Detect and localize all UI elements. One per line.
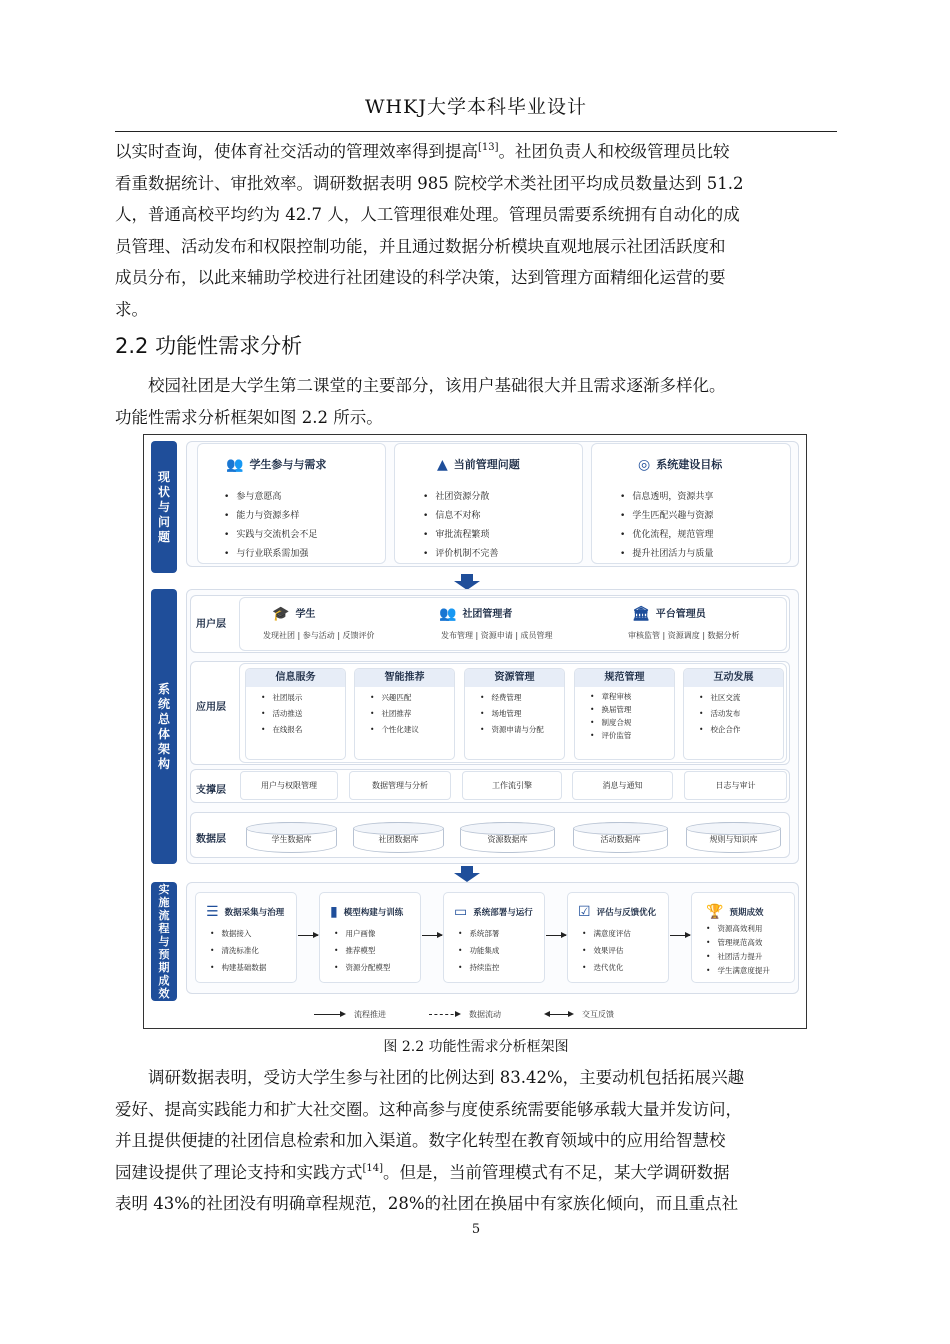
text-line: 求。 (115, 299, 148, 319)
box-title: 系统建设目标 (656, 458, 723, 471)
list-item: • 经费管理 (480, 690, 544, 706)
module-title: 信息服务 (246, 669, 345, 687)
legend-arrowhead (340, 1011, 346, 1017)
flow-arrow (422, 935, 442, 936)
layer-label-app: 应用层 (196, 702, 226, 713)
list-item: • 审批流程繁琐 (423, 526, 498, 545)
role-title: 社团管理者 (462, 609, 513, 620)
module-title: 互动发展 (684, 669, 783, 687)
role-desc: 发布管理 | 资源申请 | 成员管理 (441, 631, 553, 640)
list-item: • 在线报名 (261, 722, 302, 738)
list-item: • 资源高效利用 (706, 922, 770, 936)
bullet-list (699, 690, 740, 738)
app-module (245, 668, 346, 760)
layer-label-user: 用户层 (196, 619, 226, 630)
list-item: • 资源申请与分配 (480, 722, 544, 738)
citation: [13] (478, 142, 499, 153)
figure-caption: 图 2.2 功能性需求分析框架图 (383, 1039, 569, 1055)
tab-architecture: 系统总体架构 (151, 589, 177, 864)
text-line: 爱好、提高实践能力和扩大社交圈。这种高参与度使系统需要能够承载大量并发访问， (115, 1099, 742, 1119)
list-item: • 功能集成 (458, 942, 499, 959)
list-item: • 评价监管 (590, 729, 631, 742)
list-item: • 社团推荐 (370, 706, 419, 722)
page-number: 5 (471, 1222, 481, 1237)
flow-arrow (546, 935, 566, 936)
legend-label: 流程推进 (354, 1010, 386, 1019)
bullet-list (582, 925, 631, 976)
list-item: • 资源分配模型 (334, 959, 390, 976)
step-title: 模型构建与训练 (343, 908, 404, 918)
bullet-list (620, 488, 713, 564)
list-item: • 用户画像 (334, 925, 390, 942)
bullet-list (334, 925, 390, 976)
target-icon: ◎ (638, 457, 651, 473)
bullet-list (224, 488, 317, 564)
page-header: WHKJ大学本科毕业设计 (365, 96, 587, 118)
list-item: • 提升社团活力与质量 (620, 545, 713, 564)
module-title: 智能推荐 (355, 669, 454, 687)
flow-step (691, 892, 795, 983)
box-title: 学生参与与需求 (249, 458, 327, 471)
trophy-icon: 🏆 (706, 904, 724, 920)
list-item: • 推荐模型 (334, 942, 390, 959)
list-item: • 优化流程，规范管理 (620, 526, 713, 545)
box-title: 当前管理问题 (453, 458, 520, 471)
layer-label-data: 数据层 (196, 834, 226, 845)
database-cylinder: 学生数据库 (246, 822, 337, 853)
monitor-icon: ▭ (454, 904, 468, 920)
list-item: • 能力与资源多样 (224, 507, 317, 526)
text-line: 表明 43%的社团没有明确章程规范，28%的社团在换届中有家族化倾向，而且重点社 (115, 1194, 739, 1213)
list-item: • 评价机制不完善 (423, 545, 498, 564)
step-title: 数据采集与治理 (224, 908, 285, 918)
list-item: • 信息透明，资源共享 (620, 488, 713, 507)
module-title: 规范管理 (575, 669, 674, 687)
text-line: 看重数据统计、审批效率。调研数据表明 985 院校学术类社团平均成员数量达到 51.2 (115, 173, 744, 193)
building-icon: 🏛 (632, 606, 650, 622)
bullet-list (590, 690, 631, 742)
list-item: • 活动推送 (261, 706, 302, 722)
list-item: • 社区交流 (699, 690, 740, 706)
legend-arrowhead (455, 1011, 461, 1017)
status-box (394, 443, 583, 564)
flow-step (443, 892, 545, 983)
legend-label: 数据流动 (469, 1010, 501, 1019)
step-title: 系统部署与运行 (473, 908, 533, 918)
database-icon: ☰ (206, 904, 219, 920)
list-item: • 场地管理 (480, 706, 544, 722)
text-line: 并且提供便捷的社团信息检索和加入渠道。数字化转型在教育领域中的应用给智慧校 (115, 1131, 726, 1150)
text-line: 以实时查询，使体育社交活动的管理效率得到提高[13]。社团负责人和校级管理员比较 (115, 142, 730, 161)
app-module (574, 668, 675, 760)
list-item: • 社团资源分散 (423, 488, 498, 507)
list-item: • 效果评估 (582, 942, 631, 959)
text-line: 园建设提供了理论支持和实践方式[14]。但是，当前管理模式有不足，某大学调研数据 (115, 1162, 730, 1182)
flow-arrow (298, 935, 318, 936)
layer-label-support: 支撑层 (196, 785, 226, 796)
database-cylinder: 活动数据库 (573, 822, 668, 853)
header-rule (115, 131, 837, 132)
flow-step (195, 892, 297, 983)
legend-arrowhead (568, 1011, 574, 1017)
list-item: • 章程审核 (590, 690, 631, 703)
support-module: 消息与通知 (572, 771, 673, 800)
step-title: 预期成效 (729, 908, 764, 918)
list-item: • 信息不对称 (423, 507, 498, 526)
list-item: • 校企合作 (699, 722, 740, 738)
section-title: 2.2 功能性需求分析 (115, 334, 303, 358)
support-module: 用户与权限管理 (240, 771, 338, 800)
bullet-list (458, 925, 499, 976)
text-line: 功能性需求分析框架如图 2.2 所示。 (115, 407, 383, 427)
list-item: • 活动发布 (699, 706, 740, 722)
bullet-list (261, 690, 302, 738)
text-line: 人，普通高校平均约为 42.7 人，人工管理很难处理。管理员需要系统拥有自动化的成 (115, 205, 740, 224)
role-desc: 审核监管 | 资源调度 | 数据分析 (628, 631, 740, 640)
role-title: 学生 (295, 609, 316, 620)
framework-figure (143, 434, 807, 1029)
module-title: 资源管理 (465, 669, 564, 687)
legend-label: 交互反馈 (582, 1010, 614, 1019)
paragraph-2 (115, 370, 837, 433)
support-module: 日志与审计 (684, 771, 787, 800)
clipboard-icon: ☑ (578, 904, 591, 920)
flow-step (567, 892, 669, 983)
bullet-list (706, 922, 770, 978)
list-item: • 构建基础数据 (210, 959, 266, 976)
status-box (197, 443, 386, 564)
list-item: • 学生匹配兴趣与资源 (620, 507, 713, 526)
list-item: • 管理规范高效 (706, 936, 770, 950)
citation: [14] (362, 1162, 384, 1174)
text-line: 员管理、活动发布和权限控制功能，并且通过数据分析模块直观地展示社团活跃度和 (115, 236, 726, 256)
list-item: • 个性化建议 (370, 722, 419, 738)
tab-implementation: 实施流程与预期成效 (151, 882, 177, 1001)
bar-chart-icon: ▮ (330, 904, 338, 920)
bullet-list (423, 488, 498, 564)
database-cylinder: 规则与知识库 (686, 822, 781, 853)
app-module (354, 668, 455, 760)
list-item: • 制度合规 (590, 716, 631, 729)
list-item: • 实践与交流机会不足 (224, 526, 317, 545)
text-line: 校园社团是大学生第二课堂的主要部分，该用户基础很大并且需求逐渐多样化。 (148, 376, 726, 395)
flow-arrow (670, 935, 690, 936)
bullet-list (210, 925, 266, 976)
paragraph-1 (115, 136, 837, 325)
list-item: • 与行业联系需加强 (224, 545, 317, 564)
step-title: 评估与反馈优化 (596, 908, 657, 918)
database-cylinder: 社团数据库 (353, 822, 444, 853)
flow-step (319, 892, 421, 983)
list-item: • 兴趣匹配 (370, 690, 419, 706)
list-item: • 学生满意度提升 (706, 964, 770, 978)
list-item: • 满意度评估 (582, 925, 631, 942)
list-item: • 社团展示 (261, 690, 302, 706)
text-line: 成员分布，以此来辅助学校进行社团建设的科学决策，达到管理方面精细化运营的要 (115, 268, 726, 287)
database-cylinder: 资源数据库 (460, 822, 555, 853)
list-item: • 社团活力提升 (706, 950, 770, 964)
graduation-cap-icon: 🎓 (272, 606, 290, 622)
warning-icon: ▲ (437, 457, 448, 473)
role-desc: 发现社团 | 参与活动 | 反馈评价 (263, 631, 375, 640)
list-item: • 参与意愿高 (224, 488, 317, 507)
down-arrow (454, 873, 480, 882)
list-item: • 迭代优化 (582, 959, 631, 976)
tab-status: 现状与问题 (151, 441, 177, 573)
list-item: • 系统部署 (458, 925, 499, 942)
paragraph-3 (115, 1062, 837, 1220)
text-line: 调研数据表明，受访大学生参与社团的比例达到 83.42%，主要动机包括拓展兴趣 (148, 1068, 745, 1087)
users-icon: 👥 (226, 457, 244, 473)
app-module (683, 668, 784, 760)
list-item: • 清洗标准化 (210, 942, 266, 959)
support-module: 数据管理与分析 (349, 771, 451, 800)
group-icon: 👥 (439, 606, 457, 622)
bullet-list (370, 690, 419, 738)
support-module: 工作流引擎 (462, 771, 562, 800)
list-item: • 数据接入 (210, 925, 266, 942)
list-item: • 换届管理 (590, 703, 631, 716)
status-box (591, 443, 791, 564)
role-title: 平台管理员 (655, 609, 706, 620)
bullet-list (480, 690, 544, 738)
app-module (464, 668, 565, 760)
list-item: • 持续监控 (458, 959, 499, 976)
